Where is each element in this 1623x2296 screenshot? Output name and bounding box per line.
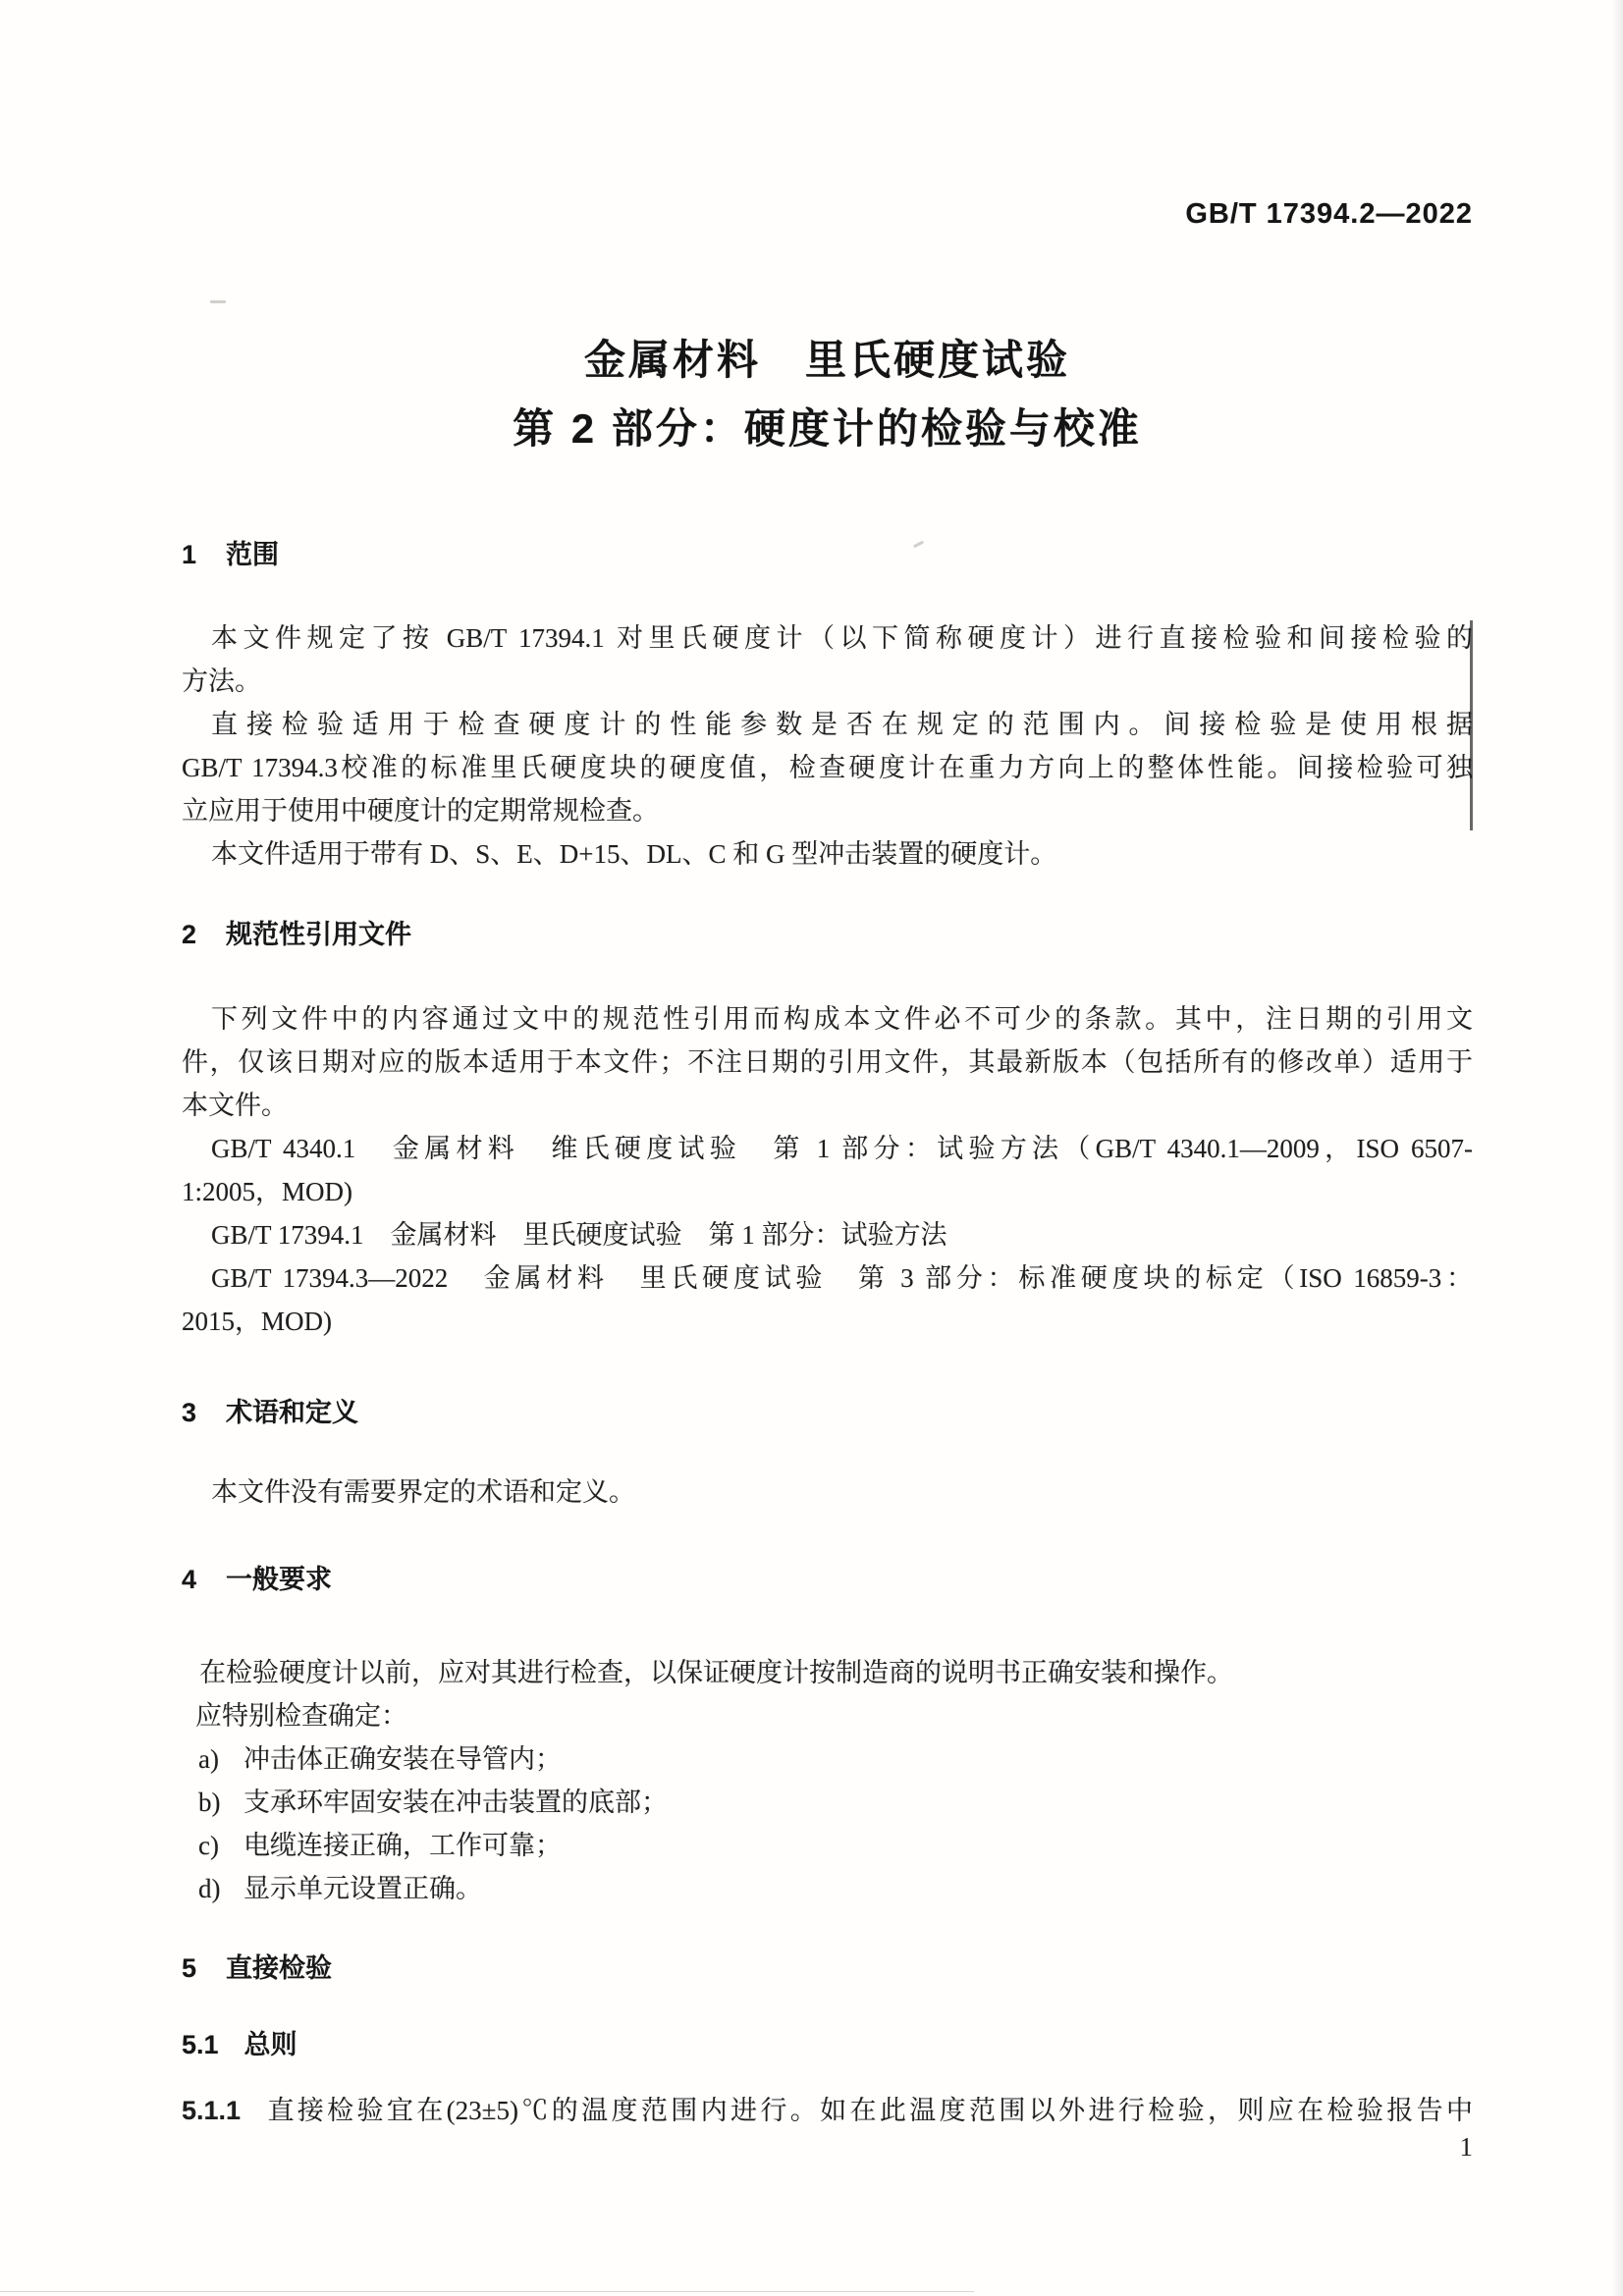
list-item: [182, 1824, 1473, 1867]
section-4-body: [182, 1651, 1473, 1910]
paragraph-line: 立应用于使用中硬度计的定期常规检查。: [182, 796, 659, 826]
paragraph-line: 件，仅该日期对应的版本适用于本文件；不注日期的引用文件，其最新版本（包括所有的修改单）适用于: [182, 1047, 1473, 1077]
section-5-title: 直接检验: [226, 1953, 333, 1983]
clause-5-1-1-text: 直接检验宜在(23±5)℃的温度范围内进行。如在此温度范围以外进行检验，则应在检验报告中: [264, 2096, 1473, 2125]
clause-line: [182, 2089, 1473, 2132]
section-3-body: [182, 1470, 1473, 1514]
paragraph-line: 本文件。: [182, 1091, 288, 1120]
paragraph-line: 应特别检查确定：: [195, 1701, 407, 1731]
paragraph-line: 本文件适用于带有 D、S、E、D+15、DL、C 和 G 型冲击装置的硬度计。: [211, 839, 1057, 869]
list-item-text: 电缆连接正确，工作可靠；: [243, 1831, 562, 1860]
list-item-text: 支承环牢固安装在冲击装置的底部；: [243, 1788, 668, 1817]
list-item: [182, 1867, 1473, 1910]
paragraph-line: 本文件没有需要界定的术语和定义。: [211, 1477, 635, 1507]
list-item-label: c): [198, 1831, 219, 1860]
standard-code: GB/T 17394.2—2022: [1185, 198, 1473, 230]
document-title-line1: 金属材料 里氏硬度试验: [583, 337, 1070, 383]
section-3-number: 3: [182, 1398, 197, 1427]
section-2-heading: [182, 918, 1473, 951]
paragraph-line: 直接检验适用于检查硬度计的性能参数是否在规定的范围内。间接检验是使用根据: [211, 710, 1473, 739]
section-5-number: 5: [182, 1953, 197, 1983]
list-item-label: a): [198, 1744, 219, 1774]
section-1-title: 范围: [226, 540, 280, 569]
list-item: [182, 1737, 1473, 1781]
list-item-label: d): [198, 1874, 221, 1903]
section-2-title: 规范性引用文件: [226, 920, 412, 949]
paragraph-line: GB/T 17394.3校准的标准里氏硬度块的硬度值，检查硬度计在重力方向上的整体性能。间接检验可独: [182, 753, 1473, 782]
list-item-label: b): [198, 1788, 221, 1817]
section-5-1-number: 5.1: [182, 2030, 219, 2059]
scan-edge-right: [1611, 0, 1623, 2296]
section-1-body: [182, 616, 1473, 876]
reference-line: GB/T 17394.3—2022 金属材料 里氏硬度试验 第 3 部分：标准硬度块的标定（ISO 16859-3：: [211, 1263, 1473, 1293]
section-3-heading: [182, 1396, 1473, 1429]
section-5-1-title: 总则: [243, 2030, 298, 2059]
reference-line: GB/T 17394.1 金属材料 里氏硬度试验 第 1 部分：试验方法: [211, 1220, 947, 1250]
paragraph-line: 方法。: [182, 667, 261, 696]
list-item: [182, 1781, 1473, 1824]
list-item-text: 显示单元设置正确。: [243, 1874, 482, 1903]
section-1-heading: [182, 538, 1473, 571]
section-4-number: 4: [182, 1565, 197, 1594]
section-5-1-heading: [182, 2028, 1473, 2061]
paragraph-line: 本文件规定了按 GB/T 17394.1 对里氏硬度计（以下简称硬度计）进行直接检验和间接检验的: [211, 623, 1473, 653]
reference-line: 1:2005，MOD): [182, 1177, 352, 1206]
page-number: 1: [1459, 2132, 1473, 2162]
clause-5-1-1-number: 5.1.1: [182, 2096, 242, 2125]
section-1-number: 1: [182, 540, 197, 569]
document-title-line2: 第 2 部分：硬度计的检验与校准: [513, 405, 1142, 452]
paragraph-line: 在检验硬度计以前，应对其进行检查，以保证硬度计按制造商的说明书正确安装和操作。: [199, 1658, 1233, 1687]
section-2-number: 2: [182, 920, 197, 949]
section-4-title: 一般要求: [226, 1565, 333, 1594]
section-3-title: 术语和定义: [226, 1398, 359, 1427]
scan-edge-bottom: [0, 2291, 974, 2292]
section-4-heading: [182, 1563, 1473, 1596]
section-5-heading: [182, 1951, 1473, 1985]
scan-artifact-dash: [210, 300, 226, 303]
list-item-text: 冲击体正确安装在导管内；: [243, 1744, 562, 1774]
reference-line: GB/T 4340.1 金属材料 维氏硬度试验 第 1 部分：试验方法（GB/T 4340.1—2009，ISO 6507-: [211, 1134, 1473, 1163]
reference-line: 2015，MOD): [182, 1307, 332, 1336]
paragraph-line: 下列文件中的内容通过文中的规范性引用而构成本文件必不可少的条款。其中，注日期的引用文: [211, 1004, 1473, 1034]
section-2-body: [182, 997, 1473, 1343]
clause-5-1-1: [182, 2089, 1473, 2132]
